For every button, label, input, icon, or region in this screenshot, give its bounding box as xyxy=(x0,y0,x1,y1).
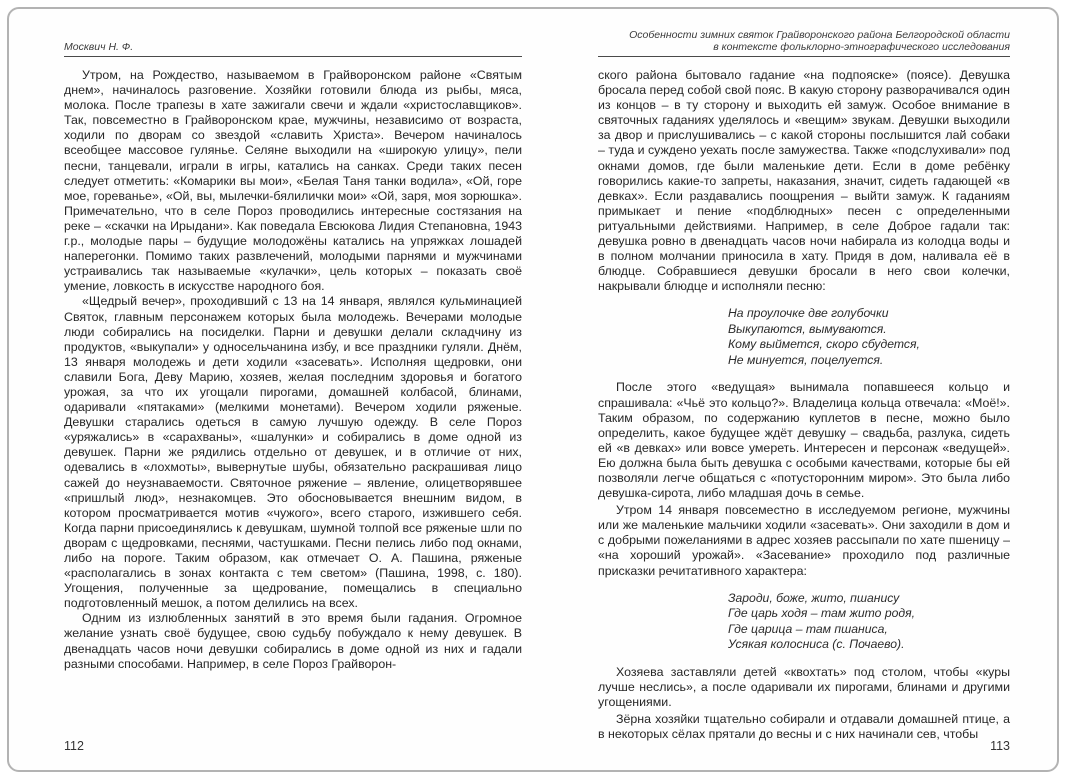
running-header-title-line1: Особенности зимних святок Грайворонского района Белгородской области xyxy=(629,29,1010,41)
verse-line: Усякая колосниса (с. Почаево). xyxy=(728,637,905,652)
verse-line: Где царь ходя – там жито родя, xyxy=(728,606,916,621)
running-header-right xyxy=(598,29,1010,57)
verse-line: На проулочке две голубочки xyxy=(728,306,889,321)
paragraph: Утром, на Рождество, называемом в Грайворонском районе «Святым днем», начиналось разговение. Хозяйки готовили блюда из рыбы, мяса, молока. После трапезы в хате зажигали свечи и ждали «христославщиков». Так, повсеместно в Грайворонском крае, мужчины, независимо от возраста, ходили по дворам со звездой «славить Христа». Вечером начиналось всеобщее массовое гулянье. Селяне выходили на «широкую улицу», пели песни, танцевали, играли в игры, катались на санках. Среди таких песен следует отметить: «Комарики вы мои», «Белая Таня танки водила», «Ой, горе мое, гореванье», «Ой, вы, мылечки-бялилички мои» «Ой, заря, моя зорюшка». Примечательно, что в селе Пороз проводились интересные состязания на реке – «скачки на Ирыдани». Как поведала Евсюкова Лидия Степановна, 1943 г.р., молодые пары – будущие молодожёны катались на упряжках лошадей наперегонки. Помимо таких развлечений, молодыми парнями и мужчинами устраивались так называемые «кулачки», цель которых – показать своё умение, ловкость в искусстве народного боя. xyxy=(64,68,522,294)
running-header-author: Москвич Н. Ф. xyxy=(64,41,134,53)
folk-song-verse xyxy=(728,591,1010,653)
running-header-title-line2: в контексте фольклорно-этнографического исследования xyxy=(713,41,1010,53)
paragraph-continuation: ского района бытовало гадание «на подпояске» (поясе). Девушка бросала перед собой свой пояс. В какую сторону разворачивался один из концов – в ту сторону и выходить ей замуж. Особое внимание в святочных гаданиях уделялось и «вещим» звукам. Девушки выходили за двор и прислушивались – с какой стороны послышится лай собаки – туда и суждено уехать после замужества. Также «подслухивали» под окнами домов, где были маленькие дети. Если в доме ребёнку говорились какие-то запреты, наказания, значит, сидеть гадающей «в девках». Если раздавались поощрения – выйти замуж. К гаданиям примыкает и пение «подблюдных» песен с определенными ритуальными действиями. Например, в селе Доброе гадали так: девушка ровно в двенадцать часов ночи набирала из колодца воды и в полном молчании приносила в хату. Придя в дом, наливала её в блюдце. Собравшиеся девушки бросали в него свои колечки, накрывали блюдце и исполняли песню: xyxy=(598,68,1010,294)
page-left-body xyxy=(64,68,522,672)
page-right xyxy=(598,29,1010,755)
page-number-right: 113 xyxy=(990,739,1010,753)
page-number-left: 112 xyxy=(64,739,84,753)
scanned-book-spread xyxy=(7,7,1059,772)
verse-line: Кому выймется, скоро сбудется, xyxy=(728,337,920,352)
verse-line: Где царица – там пшаниса, xyxy=(728,621,888,636)
verse-line: Выкупаются, вымуваются. xyxy=(728,321,887,336)
page-right-body xyxy=(598,68,1010,742)
page-left xyxy=(64,29,522,755)
paragraph: Одним из излюбленных занятий в это время были гадания. Огромное желание узнать своё будущее, свою судьбу побуждало к нему девушек. В двенадцать часов ночи девушки собирались в доме одной из них и гадали разными способами. Например, в селе Пороз Грайворон- xyxy=(64,611,522,671)
paragraph: Утром 14 января повсеместно в исследуемом регионе, мужчины или же маленькие мальчики ходили «засевать». Они заходили в дом и с добрыми пожеланиями в адрес хозяев рассыпали по хате пшеницу – «на хороший урожай». «Засевание» проходило под различные присказки речитативного характера: xyxy=(598,503,1010,578)
verse-line: Не минуется, поцелуется. xyxy=(728,352,884,367)
paragraph: Хозяева заставляли детей «квохтать» под столом, чтобы «куры лучше неслись», а после одаривали их пирогами, блинами и другими угощениями. xyxy=(598,664,1010,709)
paragraph: Зёрна хозяйки тщательно собирали и отдавали домашней птице, а в некоторых сёлах прятали до весны и с них начинали сев, чтобы xyxy=(598,711,1010,741)
folk-song-verse xyxy=(728,306,1010,368)
verse-line: Зароди, боже, жито, пшанису xyxy=(728,590,900,605)
paragraph: «Щедрый вечер», проходивший с 13 на 14 января, являлся кульминацией Святок, главным персонажем которых была молодежь. Вечерами молодые люди собирались на посиделки. Парни и девушки делали складчину из продуктов, «выкупали» у односельчанина избу, и все праздники гуляли. Днём, 13 января молодежь и дети ходили «засевать». Исполняя щедровки, они славили Бога, Деву Марию, хозяев, желая последним здоровья и богатого урожая, за что их угощали пирогами, домашней колбасой, блинами, одаривали «пятаками» (мелкими монетами). Вечером ходили ряженые. Девушки старались одеться в самую лучшую одежду. В селе Пороз «уряжались» в «сарахваны», «шалунки» и собирались в доме одной из девушек. Парни же рядились отдельно от девушек, и в отличие от них, одевались в «лохмоты», вывернутые шубы, обязательно раскрашивая лицо сажей до неузнаваемости. Святочное ряжение – явление, олицетворявшее «пришлый люд», незнакомцев. Это обосновывается внешним видом, в котором просматривается мотив «чужого», всего старого, изжившего себя. Когда парни присоединялись к девушкам, шумной толпой все ряженые шли по дворам с щедровками, песнями, частушками. Песни пелись либо под окнами, либо на пороге. Таким образом, как отмечает О. А. Пашина, ряженые «располагались в зонах контакта с тем светом» (Пашина, 1998, с. 180). Угощения, полученные за щедрование, помещались в специально подготовленный мешок, а потом делились на всех. xyxy=(64,294,522,611)
paragraph: После этого «ведущая» вынимала попавшееся кольцо и спрашивала: «Чьё это кольцо?». Владелица кольца отвечала: «Моё!». Таким образом, по содержанию куплетов в песне, можно было определить, какое будущее ждёт девушку – свадьба, разлука, сидеть ей «в девках» или вовсе умереть. Интересен и персонаж «ведущей». Ею должна была быть девушка с особыми качествами, которые бы ей позволяли легче общаться с «потусторонним миром». Это была либо девушка-сирота, либо младшая дочь в семье. xyxy=(598,380,1010,501)
running-header-left xyxy=(64,29,522,57)
